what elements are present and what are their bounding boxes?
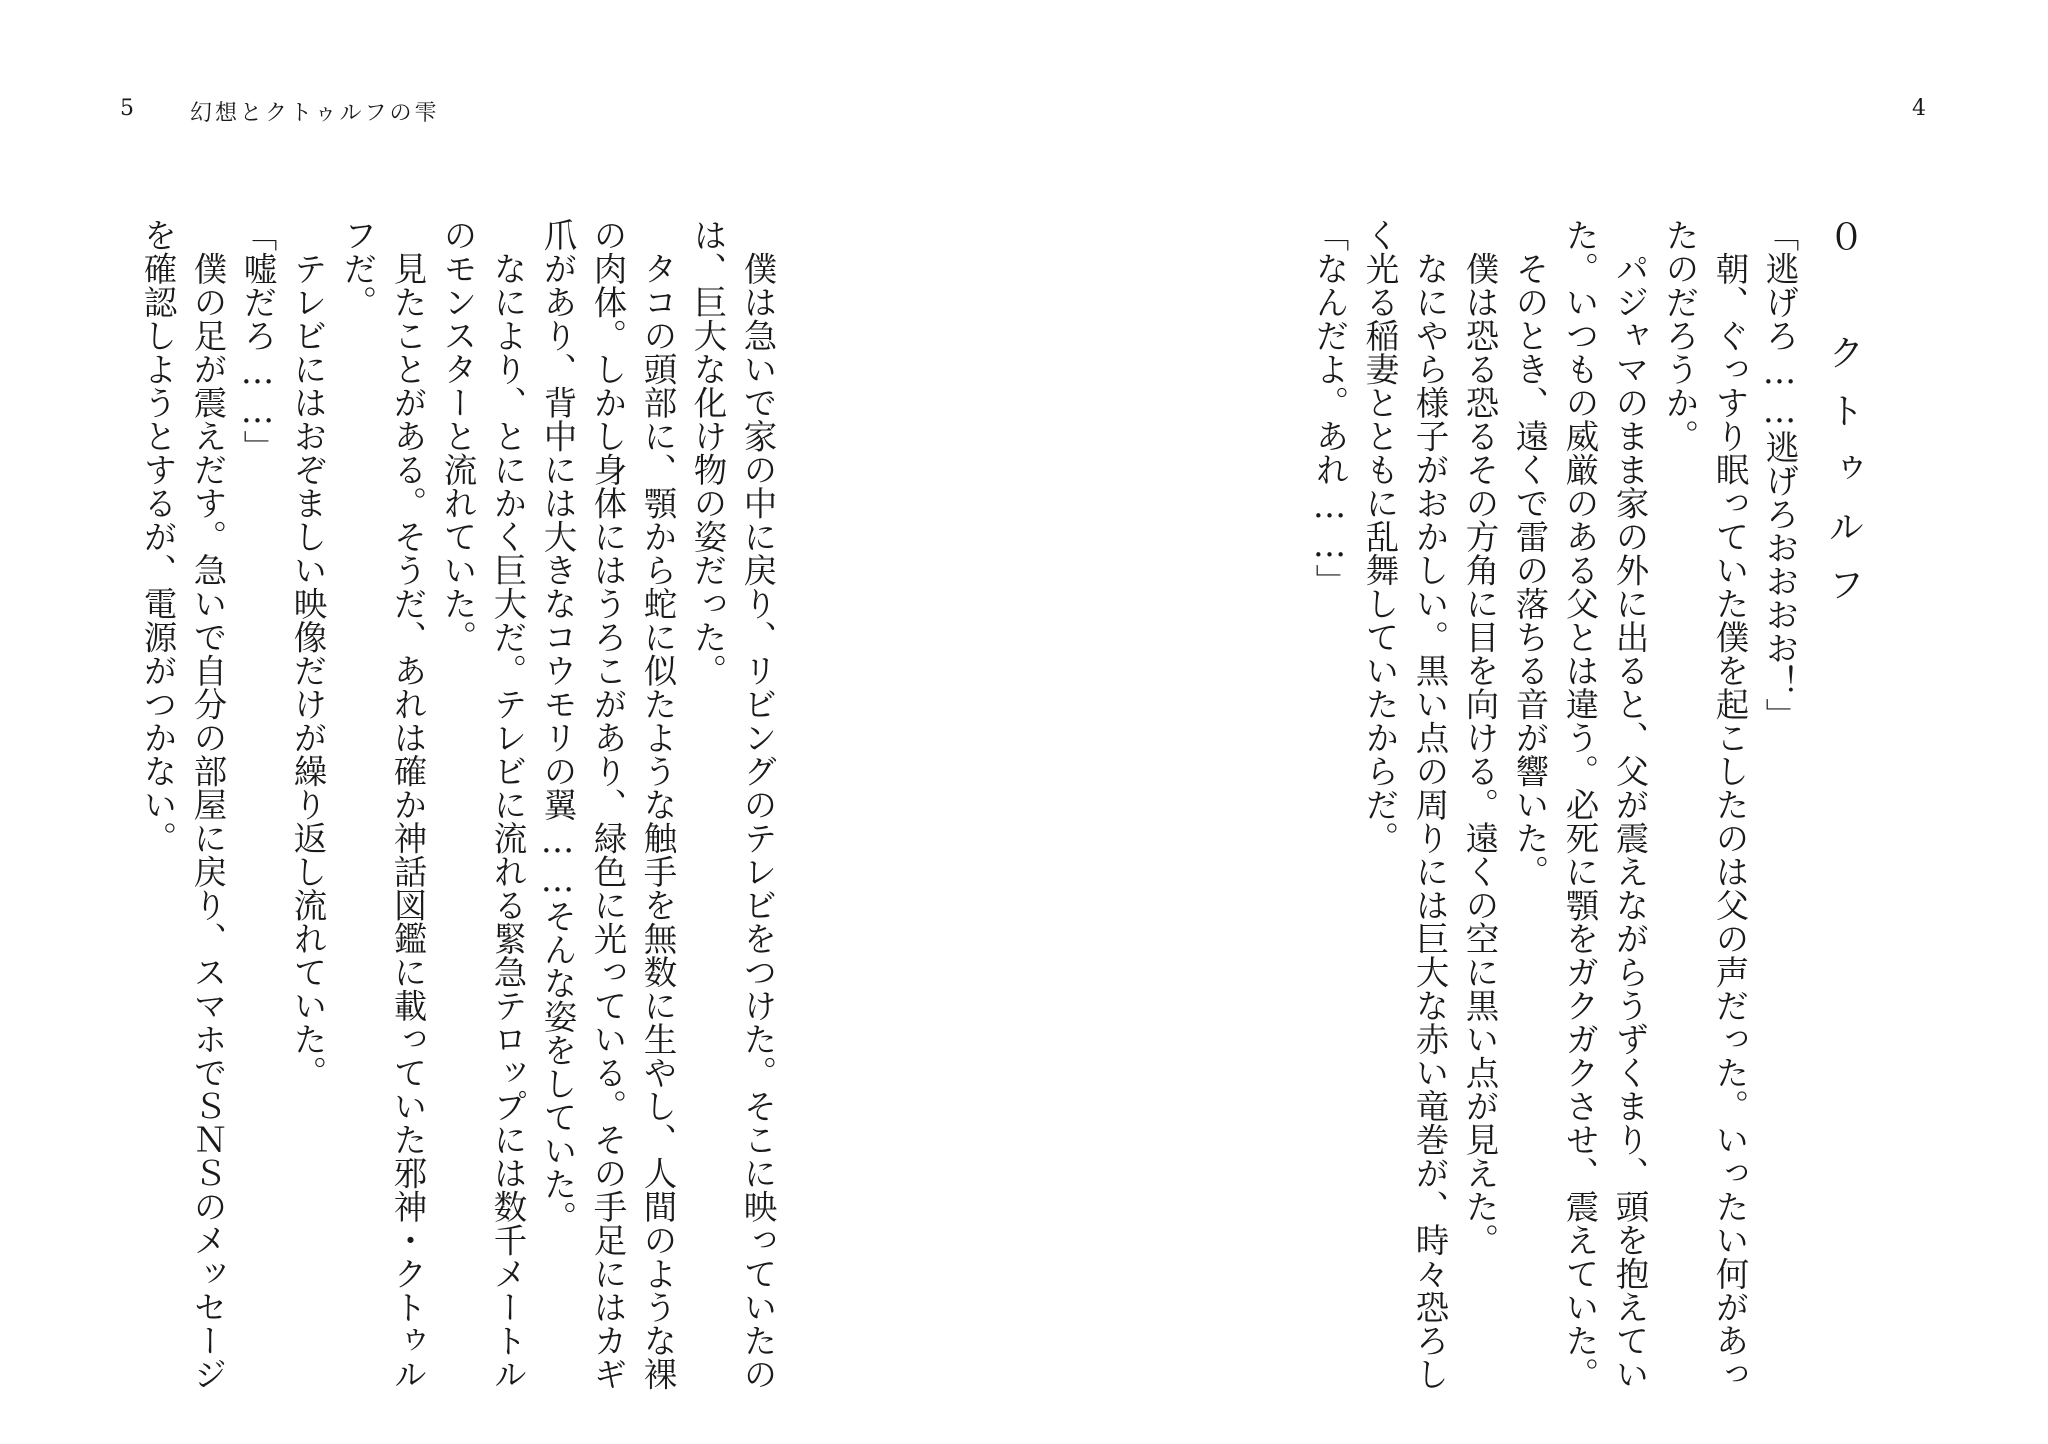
text-line: テレビにはおぞましい映像だけが繰り返し流れていた。 [288,218,327,1089]
text-line: 「嘘だろ……」 [238,218,277,464]
text-line: 見たことがある。そうだ、あれは確か神話図鑑に載っていた邪神・クトゥル [388,218,427,1391]
text-line: の肉体。しかし身体にはうろこがあり、緑色に光っている。その手足にはカギ [588,218,627,1391]
left-page-number: 5 [120,96,135,121]
text-line: そのとき、遠くで雷の落ちる音が響いた。 [1510,218,1549,888]
text-line: た。いつもの威厳のある父とは違う。必死に顎をガクガクさせ、震えていた。 [1560,218,1599,1391]
text-line: 僕の足が震えだす。急いで自分の部屋に戻り、スマホでＳＮＳのメッセージ [188,218,227,1391]
text-line: 爪があり、背中には大きなコウモリの翼……そんな姿をしていた。 [538,218,577,1234]
text-line: を確認しようとするが、電源がつかない。 [138,218,177,855]
text-line: なにより、とにかく巨大だ。テレビに流れる緊急テロップには数千メートル [488,218,527,1391]
text-line: のモンスターと流れていた。 [438,218,477,654]
text-line: 僕は恐る恐るその方角に目を向ける。遠くの空に黒い点が見えた。 [1460,218,1499,1257]
running-title: 幻想とクトゥルフの雫 [190,101,440,126]
text-line: く光る稲妻とともに乱舞していたからだ。 [1360,218,1399,855]
text-line: 朝、ぐっすり眠っていた僕を起こしたのは父の声だった。いったい何があっ [1710,218,1749,1391]
text-line: フだ。 [338,218,377,319]
right-page-number: 4 [1912,96,1927,121]
text-line: タコの頭部に、顎から蛇に似たような触手を無数に生やし、人間のような裸 [638,218,677,1391]
text-line: は、巨大な化け物の姿だった。 [688,218,727,687]
text-line: 「逃げろ……逃げろおおおお！」 [1760,218,1799,732]
text-line: たのだろうか。 [1660,218,1699,453]
right-page-body-text [1304,218,1804,1391]
text-line: 僕は急いで家の中に戻り、リビングのテレビをつけた。そこに映っていたの [738,218,777,1391]
text-line: 「なんだよ。あれ……」 [1310,218,1349,598]
text-line: パジャマのまま家の外に出ると、父が震えながらうずくまり、頭を抱えてい [1610,218,1649,1391]
chapter-heading: ０ クトゥルフ [1823,218,1864,624]
text-line: なにやら様子がおかしい。黒い点の周りには巨大な赤い竜巻が、時々恐ろし [1410,218,1449,1391]
left-page-body-text [132,218,782,1391]
